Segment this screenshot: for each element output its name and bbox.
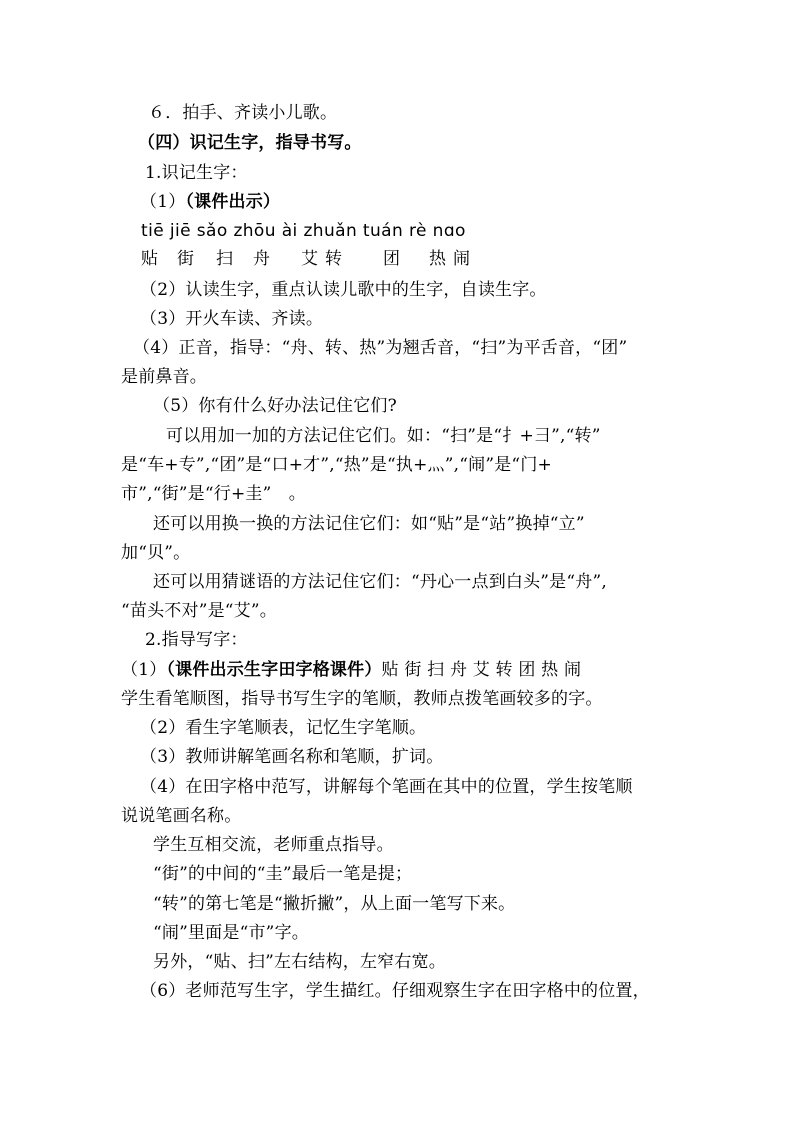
- note-structure: 另外，“贴、扫”左右结构，左窄右宽。: [153, 952, 446, 972]
- method-add-continued-1: 是“车+专”,“团”是“口+才”,“热”是“执+灬”,“闹”是“门+: [121, 455, 552, 475]
- hanzi-nao: 闹: [453, 249, 470, 269]
- hanzi-ai: 艾: [301, 249, 318, 269]
- note-zhuan: “转”的第七笔是“撇折撇”，从上面一笔写下来。: [153, 894, 516, 914]
- method-riddle-continued: “苗头不对”是“艾”。: [121, 601, 277, 621]
- writing-step-1: [121, 660, 581, 680]
- method-add-text: 可以用加一加的方法记住它们。如：“扫”是“扌+彐”,“转”: [166, 426, 601, 446]
- item-number: （1）: [121, 660, 167, 680]
- character-list: 贴 街 扫 舟 艾 转 团 热 闹: [381, 660, 582, 680]
- method-add-continued-2: 市”,“街”是“行+圭” 。: [121, 484, 306, 504]
- step-2-text: （2）认读生字，重点认读儿歌中的生字，自读生字。: [140, 280, 547, 300]
- step-4-continued: 是前鼻音。: [121, 367, 207, 387]
- method-riddle-text: 还可以用猜谜语的方法记住它们：“丹心一点到白头”是“舟”,: [153, 572, 607, 592]
- writing-step-1-continued: 学生看笔顺图，指导书写生字的笔顺，教师点拨笔画较多的字。: [121, 689, 603, 709]
- step-4-text: （4）正音，指导：“舟、转、热”为翘舌音，“扫”为平舌音，“团”: [133, 338, 628, 358]
- note-jie: “街”的中间的“圭”最后一笔是提；: [153, 864, 413, 884]
- exchange-text: 学生互相交流，老师重点指导。: [153, 835, 394, 855]
- hanzi-sao: 扫: [216, 249, 233, 269]
- subsection-heading: 1.识记生字：: [145, 163, 248, 183]
- item-number: （1）: [140, 192, 186, 212]
- step-3-text: （3）开火车读、齐读。: [140, 309, 324, 329]
- writing-step-3: （3）教师讲解笔画名称和笔顺，扩词。: [140, 747, 444, 767]
- section-heading: （四）识记生字，指导书写。: [138, 133, 362, 153]
- hanzi-jie: 街: [177, 249, 194, 269]
- hanzi-zhuan: 转: [325, 249, 342, 269]
- note-nao: “闹”里面是“市”字。: [153, 923, 309, 943]
- hanzi-zhou: 舟: [253, 249, 270, 269]
- courseware-label: （课件出示）: [185, 192, 281, 212]
- method-swap-continued: 加“贝”。: [121, 543, 191, 563]
- writing-step-4-continued: 说说笔画名称。: [121, 806, 242, 826]
- courseware-line: [140, 192, 280, 212]
- courseware-grid-label: （课件出示生字田字格课件）: [166, 660, 382, 680]
- writing-step-6: （6）老师范写生字，学生描红。仔细观察生字在田字格中的位置，: [140, 981, 650, 1001]
- writing-step-2: （2）看生字笔顺表，记忆生字笔顺。: [140, 718, 427, 738]
- hanzi-re: 热: [429, 249, 446, 269]
- hanzi-tuan: 团: [383, 249, 400, 269]
- pinyin-row: tiē jiē sǎo zhōu ài zhuǎn tuán rè nɑo: [141, 221, 466, 241]
- writing-heading: 2.指导写字：: [145, 630, 248, 650]
- step-5-question: （5）你有什么好办法记住它们?: [153, 396, 397, 416]
- method-swap-text: 还可以用换一换的方法记住它们：如“贴”是“站”换掉“立”: [153, 514, 585, 534]
- step-6-text: ６．拍手、齐读小儿歌。: [148, 103, 338, 123]
- hanzi-tie: 贴: [141, 249, 158, 269]
- writing-step-4: （4）在田字格中范写，讲解每个笔画在其中的位置，学生按笔顺: [140, 777, 633, 797]
